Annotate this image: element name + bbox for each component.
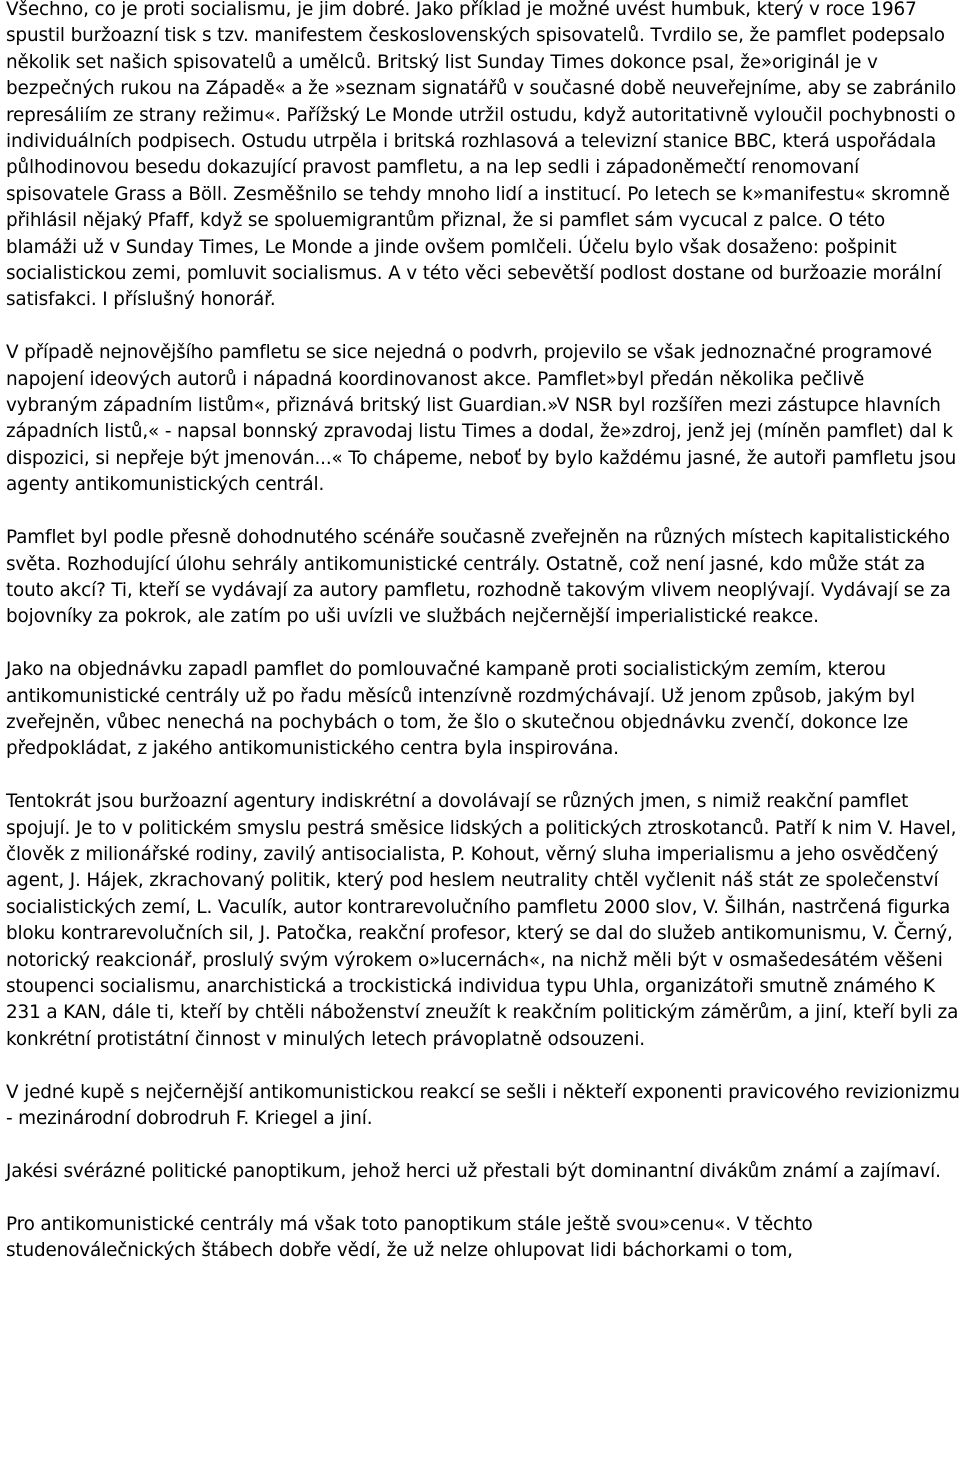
paragraph-2: V případě nejnovějšího pamfletu se sice nejedná o podvrh, projevilo se však jednoznačné programové napojení ideových autorů i nápadná koordinovanost akce. Pamflet»byl předán několika pečlivě vybraným západním listům«, přiznává britský list Guardian.»V NSR byl rozšířen mezi zástupce hlavních západních listů,« - napsal bonnský zpravodaj listu Times a dodal, že»zdroj, jenž jej (míněn pamflet) dal k dispozici, si nepřeje být jmenován...« To chápeme, neboť by bylo každému jasné, že autoři pamfletu jsou agenty antikomunistických centrál. (6, 342, 957, 496)
paragraph-1: Všechno, co je proti socialismu, je jim dobré. Jako příklad je možné uvést humbuk, který v roce 1967 spustil buržoazní tisk s tzv. manifestem československých spisovatelů. Tvrdilo se, že pamflet podepsalo několik set našich spisovatelů a umělců. Britský list Sunday Times dokonce psal, že»originál je v bezpečných rukou na Západě« a že »seznam signatářů v současné době neuveřejníme, aby se zabránilo represáliím ze strany režimu«. Pařížský Le Monde utržil ostudu, když autoritativně vyloučil pochybnosti o individuálních podpisech. Ostudu utrpěla i britská rozhlasová a televizní stanice BBC, která uspořádala půlhodinovou besedu dokazující pravost pamfletu, a na lep sedli i západoněmečtí renomovaní spisovatele Grass a Böll. Zesměšnilo se tehdy mnoho lidí a institucí. Po letech se k»manifestu« skromně přihlásil nějaký Pfaff, když se spoluemigrantům přiznal, že si pamflet sám vycucal z palce. O této blamáži už v Sunday Times, Le Monde a jinde ovšem pomlčeli. Účelu bylo však dosaženo: pošpinit socialistickou zemi, pomluvit socialismus. A v této věci sebevětší podlost dostane od buržoazie morální satisfakci. I příslušný honorář. (6, 0, 957, 311)
paragraph-8: Pro antikomunistické centrály má však toto panoptikum stále ještě svou»cenu«. V těchto studenoválečnických štábech dobře vědí, že už nelze ohlupovat lidi báchorkami o tom, (6, 1213, 813, 1261)
paragraph-3: Pamflet byl podle přesně dohodnutého scénáře současně zveřejněn na různých místech kapitalistického světa. Rozhodující úlohu sehrály antikomunistické centrály. Ostatně, což není jasné, kdo může stát za touto akcí? Ti, kteří se vydávají za autory pamfletu, rozhodně takovým vlivem neoplývají. Vydávají se za bojovníky za pokrok, ale zatím po uši uvízli ve službách nejčernější imperialistické reakce. (6, 527, 951, 628)
paragraph-7: Jakési svérázné politické panoptikum, jehož herci už přestali být dominantní divákům známí a zajímaví. (6, 1160, 941, 1182)
paragraph-4: Jako na objednávku zapadl pamflet do pomlouvačné kampaně proti socialistickým zemím, kterou antikomunistické centrály už po řadu měsíců intenzívně rozdmýchávají. Už jenom způsob, jakým byl zveřejněn, vůbec nenechá na pochybách o tom, že šlo o skutečnou objednávku zvenčí, dokonce lze předpokládat, z jakého antikomunistického centra byla inspirována. (6, 659, 915, 760)
paragraph-5: Tentokrát jsou buržoazní agentury indiskrétní a dovolávají se různých jmen, s nimiž reakční pamflet spojují. Je to v politickém smyslu pestrá směsice lidských a politických ztroskotanců. Patří k nim V. Havel, člověk z milionářské rodiny, zavilý antisocialista, P. Kohout, věrný sluha imperialismu a jeho osvědčený agent, J. Hájek, zkrachovaný politik, který pod heslem neutrality chtěl vyčlenit náš stát ze společenství socialistických zemí, L. Vaculík, autor kontrarevolučního pamfletu 2000 slov, V. Šilhán, nastrčená figurka bloku kontrarevolučních sil, J. Patočka, reakční profesor, který se dal do služeb antikomunismu, V. Černý, notorický reakcionář, proslulý svým výrokem o»lucernách«, na nichž měli být v osmašedesátém věšeni stoupenci socialismu, anarchistická a trockistická individua typu Uhla, organizátoři smutně známého K 231 a KAN, dále ti, kteří by chtěli náboženství zneužít k reakčním politickým záměrům, a jiní, kteří byli za konkrétní protistátní činnost v minulých letech právoplatně odsouzeni. (6, 791, 959, 1050)
paragraph-6: V jedné kupě s nejčernější antikomunistickou reakcí se sešli i někteří exponenti pravicového revizionizmu - mezinárodní dobrodruh F. Kriegel a jiní. (6, 1081, 960, 1129)
